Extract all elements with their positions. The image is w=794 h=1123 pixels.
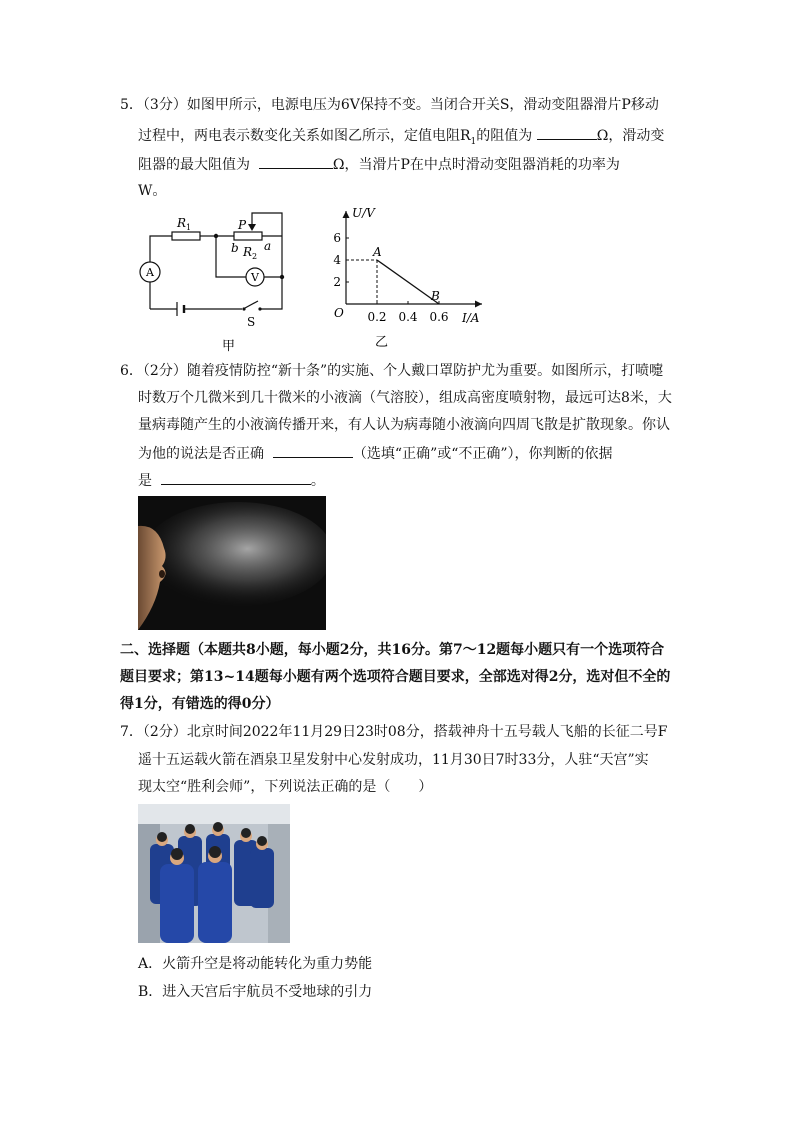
section-2-heading: 二、选择题（本题共8小题，每小题2分，共16分。第7～12题每小题只有一个选项符合 xyxy=(120,642,665,658)
q5-text: 阻器的最大阻值为 xyxy=(138,157,250,173)
b-label: b xyxy=(231,241,239,255)
q6-line-2: 时数万个几微米到几十微米的小液滴（气溶胶），组成高密度喷射物，最远可达8米，大 xyxy=(138,390,672,406)
y-axis-label: U/V xyxy=(352,206,375,220)
q6-line-4 xyxy=(138,442,613,464)
x-axis-label: I/A xyxy=(462,311,480,325)
origin-label: O xyxy=(334,306,344,320)
point-label-B: B xyxy=(431,289,440,303)
q7-option-a[interactable]: A．火箭升空是将动能转化为重力势能 xyxy=(138,956,373,972)
series-line-AB xyxy=(377,260,439,304)
switch-label: S xyxy=(247,315,256,329)
junction-dot xyxy=(280,275,284,279)
astronauts-photo xyxy=(138,804,290,943)
slider-arrow-icon xyxy=(248,224,256,231)
section-2-line-3: 得1分，有错选的得0分） xyxy=(120,696,280,712)
q7-line-3: 现太空“胜利会师”，下列说法正确的是（ ） xyxy=(138,779,433,795)
y-tick-label: 2 xyxy=(333,275,341,289)
q5-text: Ω，当滑片P在中点时滑动变阻器消耗的功率为 xyxy=(332,157,620,173)
r2-label: $R_2$ xyxy=(243,245,258,261)
wire xyxy=(150,236,172,240)
q5-blank-r1[interactable] xyxy=(537,124,597,140)
q5-text: 过程中，两电表示数变化关系如图乙所示，定值电阻R xyxy=(138,128,471,144)
circuit-diagram xyxy=(134,207,302,357)
q5-line-1: 5．（3分）如图甲所示，电源电压为6V保持不变。当闭合开关S，滑动变阻器滑片P移动 xyxy=(120,97,659,113)
q6-blank-reason[interactable] xyxy=(161,469,311,485)
q5-line-3 xyxy=(138,153,620,175)
q6-text: 。 xyxy=(310,473,325,489)
droplet-spray xyxy=(143,502,326,606)
y-tick-label: 6 xyxy=(333,231,341,245)
q7-line-1: 7．（2分）北京时间2022年11月29日23时08分，搭载神舟十五号载人飞船的长征二号F xyxy=(120,724,668,740)
q6-text: （选填“正确”或“不正确”），你判断的依据 xyxy=(352,446,613,462)
point-label-A: A xyxy=(373,245,382,259)
section-2-line-2: 题目要求；第13~14题每小题有两个选项符合题目要求，全部选对得2分，选对但不全的 xyxy=(120,669,671,685)
q5-line-2 xyxy=(138,124,664,152)
q6-text: 为他的说法是否正确 xyxy=(138,446,264,462)
sneeze-photo xyxy=(138,496,326,630)
a-label: a xyxy=(264,239,272,253)
graph-caption-yi: 乙 xyxy=(375,335,389,350)
x-tick-label: 0.2 xyxy=(367,310,387,324)
resistor-r1 xyxy=(172,232,200,240)
q6-text: 是 xyxy=(138,473,152,489)
switch-icon xyxy=(258,307,261,310)
u-i-graph xyxy=(330,203,500,358)
diagram-caption-jia: 甲 xyxy=(222,339,236,354)
ammeter-label: A xyxy=(146,266,154,279)
x-tick-label: 0.6 xyxy=(429,310,449,324)
r1-label: $R_1$ xyxy=(177,216,192,232)
junction-dot xyxy=(214,234,218,238)
q7-option-b[interactable]: B．进入天宫后宇航员不受地球的引力 xyxy=(138,984,373,1000)
q6-line-5 xyxy=(138,469,325,491)
y-tick-label: 4 xyxy=(333,253,341,267)
switch-icon xyxy=(245,301,258,308)
q5-r1-subscript: 1 xyxy=(470,136,477,147)
q6-line-1: 6．（2分）随着疫情防控“新十条”的实施、个人戴口罩防护尤为重要。如图所示，打喷嚏 xyxy=(120,363,664,379)
q6-blank-judgement[interactable] xyxy=(273,442,353,458)
q5-line-4: W。 xyxy=(138,183,167,199)
x-tick-label: 0.4 xyxy=(398,310,418,324)
q5-blank-r2[interactable] xyxy=(259,153,333,169)
voltmeter-label: V xyxy=(251,271,259,284)
q7-line-2: 遥十五运载火箭在酒泉卫星发射中心发射成功，11月30日7时33分，人驻“天宫”实 xyxy=(138,752,649,768)
rheostat-r2 xyxy=(234,232,262,240)
p-label: P xyxy=(238,218,247,232)
q5-text: Ω，滑动变 xyxy=(596,128,665,144)
q6-line-3: 量病毒随产生的小液滴传播开来，有人认为病毒随小液滴向四周飞散是扩散现象。你认 xyxy=(138,417,670,433)
q5-text: 的阻值为 xyxy=(476,128,533,144)
